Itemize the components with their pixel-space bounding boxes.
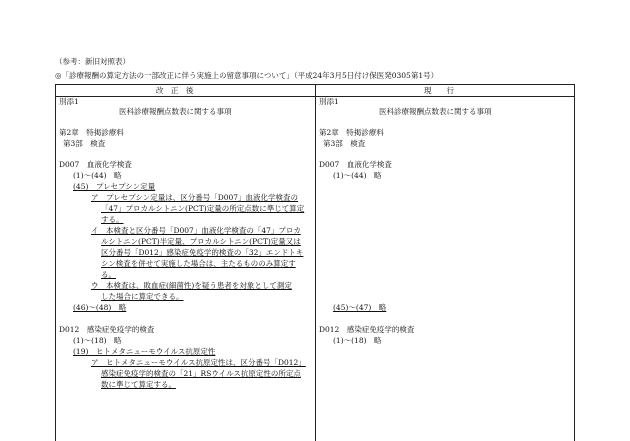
after-line: 医科診療報酬点数表に関する事項: [119, 107, 232, 116]
after-line: 感染症免疫学的検査の「21」RSウイルス抗原定性の所定点: [101, 369, 301, 378]
before-line: D012 感染症免疫学的検査: [319, 325, 415, 334]
after-line: 別添1: [59, 97, 79, 106]
after-line: 「47」プロカルシトニン(PCT)定量の所定点数に準じて算定: [101, 204, 305, 213]
before-line: 第2章 特掲診療料: [319, 128, 384, 137]
before-line: (1)～(18) 略: [333, 336, 382, 345]
after-line: した場合に算定できる。: [101, 292, 184, 301]
after-line: シン検査を併せて実施した場合は、主たるもののみ算定す: [101, 259, 296, 268]
before-line: (45)～(47) 略: [333, 303, 387, 312]
after-line: (46)～(48) 略: [73, 303, 127, 312]
before-line: (1)～(44) 略: [333, 171, 382, 180]
after-line: (1)～(44) 略: [73, 171, 122, 180]
after-line: D012 感染症免疫学的検査: [59, 325, 155, 334]
column-divider: [315, 85, 316, 441]
after-line: ルシトニン(PCT)半定量、プロカルシトニン(PCT)定量又は: [101, 237, 301, 246]
after-line: (1)～(18) 略: [73, 336, 122, 345]
before-line: 医科診療報酬点数表に関する事項: [379, 107, 492, 116]
after-line: D007 血液化学検査: [59, 160, 132, 169]
after-line: イ 本検査と区分番号「D007」血液化学検査の「47」プロカ: [91, 226, 301, 235]
header-after: 改 正 後: [156, 86, 194, 95]
after-line: 第2章 特掲診療料: [59, 128, 124, 137]
before-line: 別添1: [319, 97, 339, 106]
before-line: 第3部 検査: [323, 139, 366, 148]
after-line: る。: [101, 270, 116, 279]
after-line: (19) ヒトメタニューモウイルス抗原定性: [73, 347, 216, 356]
header-before: 現 行: [424, 86, 454, 95]
before-line: D007 血液化学検査: [319, 160, 392, 169]
reference-label: （参考：新旧対照表）: [55, 57, 130, 66]
document-heading: ◎「診療報酬の算定方法の一部改正に伴う実施上の留意事項について」（平成24年3月5日付け保医発0305第1号）: [55, 71, 439, 80]
after-line: ア プレセプシン定量は、区分番号「D007」血液化学検査の: [91, 193, 299, 202]
after-line: 区分番号「D012」感染症免疫学的検査の「32」エンドトキ: [101, 248, 304, 257]
after-line: ア ヒトメタニューモウイルス抗原定性は、区分番号「D012」: [91, 358, 306, 367]
after-line: (45) プレセプシン定量: [73, 182, 156, 191]
after-line: ウ 本検査は、敗血症(細菌性)を疑う患者を対象として測定: [91, 281, 292, 290]
after-line: 数に準じて算定する。: [101, 380, 176, 389]
after-line: する。: [101, 215, 124, 224]
comparison-table: [55, 84, 575, 441]
after-line: 第3部 検査: [63, 139, 106, 148]
